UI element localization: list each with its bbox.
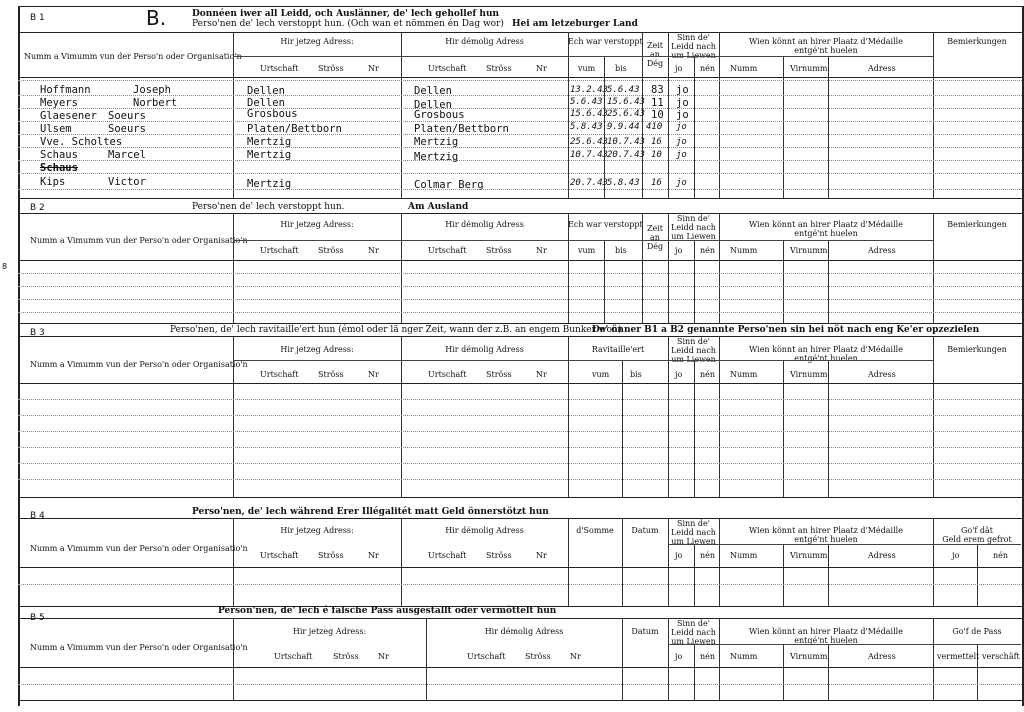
b4-old-stross: Ströss bbox=[486, 551, 512, 560]
b1-cur-urtschaft: Urtschaft bbox=[260, 64, 299, 73]
b1-row1-old: Dellen bbox=[414, 85, 452, 97]
b1-row7-last-struck: Schaus bbox=[40, 162, 78, 174]
b1-row2-answer: jo bbox=[676, 97, 689, 109]
b1-row1-answer: jo bbox=[676, 84, 689, 96]
b1-row5-days: 16 bbox=[651, 137, 662, 147]
b3-jo: jo bbox=[675, 370, 683, 379]
b5-former-address-header: Hir démolig Adress bbox=[484, 627, 564, 636]
b3-old-stross: Ströss bbox=[486, 370, 512, 379]
b4-title: Perso'nen, de' lech während Erer Illégalitét matt Geld önnerstötzt hun bbox=[192, 507, 549, 517]
b1-header-rule bbox=[18, 32, 1022, 33]
b4-datum: Datum bbox=[631, 526, 659, 535]
b1-row2-cur: Dellen bbox=[247, 97, 285, 109]
b5-sinn: Sinn de' bbox=[677, 619, 710, 628]
b2-hidden-header: Ech war verstoppt bbox=[568, 220, 643, 229]
b1-row8-last: Kips bbox=[40, 176, 66, 188]
b1-row3-last: Glaesener bbox=[40, 110, 97, 122]
b2-cur-nr: Nr bbox=[368, 246, 379, 255]
b5-verschaft: verschäft bbox=[982, 652, 1020, 661]
b1-row5-to: 10.7.43 bbox=[607, 137, 645, 147]
b1-old-urtschaft: Urtschaft bbox=[428, 64, 467, 73]
b2-bis: bis bbox=[615, 246, 627, 255]
b1-nen: nén bbox=[700, 64, 716, 73]
b1-row4-from: 5.8.43 bbox=[570, 122, 603, 132]
b3-remarks: Bemierkungen bbox=[947, 345, 1007, 354]
b2-jo: jo bbox=[675, 246, 683, 255]
b1-row8-answer: jo bbox=[676, 178, 687, 188]
b5-current-address-header: Hir jetzeg Adress: bbox=[292, 627, 367, 636]
b1-row4-to: 9.9.44 bbox=[607, 122, 640, 132]
b3-title-extra: De' önner B1 a B2 genannte Perso'nen sin hei nöt nach eng Ke'er opzezielen bbox=[592, 325, 980, 335]
b4-current-address-header: Hir jetzeg Adress: bbox=[280, 526, 354, 535]
b1-row4-cur: Platen/Bettborn bbox=[247, 123, 342, 135]
b3-title: Perso'nen, de' lech ravitaille'ert hun (émol oder lä nger Zeit, wann der z.B. an engem Bunker wor.) bbox=[170, 325, 622, 335]
b5-name-header: Numm a Vimumm vun der Perso'n oder Organisatio'n bbox=[30, 643, 248, 652]
b4-former-address-header: Hir démolig Adress bbox=[445, 526, 524, 535]
b1-current-address-header: Hir jetzeg Adress: bbox=[280, 37, 354, 46]
b1-row2-to: 15.6.43 bbox=[607, 97, 645, 107]
b2-cur-urtschaft: Urtschaft bbox=[260, 246, 299, 255]
b4-geld-gefrot: Geld erem gefrot bbox=[942, 535, 1012, 544]
b1-adress: Adress bbox=[868, 64, 896, 73]
b3-cur-nr: Nr bbox=[368, 370, 379, 379]
b1-row2-from: 5.6.43 bbox=[570, 97, 603, 107]
b1-row1-cur: Dellen bbox=[247, 85, 285, 97]
b3-label: B 3 bbox=[30, 328, 45, 338]
b2-sinn: Sinn de' bbox=[677, 214, 710, 223]
b2-old-nr: Nr bbox=[536, 246, 547, 255]
b4-gof-nen: nén bbox=[993, 551, 1009, 560]
b1-row8-first: Victor bbox=[108, 176, 146, 188]
b4-leidd: Leidd nach bbox=[671, 528, 716, 537]
b1-leidd: Leidd nach bbox=[671, 42, 716, 51]
b3-old-urtschaft: Urtschaft bbox=[428, 370, 467, 379]
b3-current-address-header: Hir jetzeg Adress: bbox=[280, 345, 354, 354]
b1-numm: Numm bbox=[730, 64, 758, 73]
b3-vum: vum bbox=[592, 370, 610, 379]
b1-row3-days: 10 bbox=[651, 109, 664, 121]
b5-label: B 5 bbox=[30, 613, 45, 623]
b3-ravitaille-header: Ravitaille'ert bbox=[591, 345, 645, 354]
b5-adress: Adress bbox=[868, 652, 896, 661]
b1-virnumm: Virnumm bbox=[790, 64, 828, 73]
b1-row4-first: Soeurs bbox=[108, 123, 146, 135]
b4-somme: d'Somme bbox=[576, 526, 614, 535]
b1-row5-old: Mertzig bbox=[414, 136, 459, 148]
b3-old-nr: Nr bbox=[536, 370, 547, 379]
b1-row5-last: Vve. Scholtes bbox=[40, 136, 123, 148]
b1-row8-days: 16 bbox=[651, 178, 662, 188]
b1-deg: Dég bbox=[646, 59, 664, 68]
b1-row2-days: 11 bbox=[651, 97, 664, 109]
b4-medal-2: entgé'nt huelen bbox=[794, 535, 858, 544]
b1-old-stross: Ströss bbox=[486, 64, 512, 73]
b3-cur-urtschaft: Urtschaft bbox=[260, 370, 299, 379]
b1-top-rule bbox=[18, 6, 1022, 7]
b2-label: B 2 bbox=[30, 203, 45, 213]
b2-current-address-header: Hir jetzeg Adress: bbox=[280, 220, 354, 229]
b2-liewen: um Liewen bbox=[671, 232, 716, 241]
b1-row4-last: Ulsem bbox=[40, 123, 72, 135]
b1-liewen: um Liewen bbox=[671, 51, 716, 60]
b2-adress: Adress bbox=[868, 246, 896, 255]
b1-row6-from: 10.7.43 bbox=[570, 150, 608, 160]
b5-cur-nr: Nr bbox=[378, 652, 389, 661]
b1-row2-last: Meyers bbox=[40, 97, 78, 109]
b1-row6-last: Schaus bbox=[40, 149, 78, 161]
b1-cur-stross: Ströss bbox=[318, 64, 344, 73]
b1-row4-answer: jo bbox=[676, 122, 687, 132]
b1-row3-answer: jo bbox=[676, 109, 689, 121]
b5-numm: Numm bbox=[730, 652, 758, 661]
b2-leidd: Leidd nach bbox=[671, 223, 716, 232]
b2-zeit: Zeit bbox=[646, 224, 664, 233]
b5-nen: nén bbox=[700, 652, 716, 661]
b5-datum: Datum bbox=[631, 627, 659, 636]
b2-an: an bbox=[650, 233, 660, 242]
b3-leidd: Leidd nach bbox=[671, 346, 716, 355]
b1-row1-from: 13.2.43 bbox=[570, 85, 608, 95]
b1-row6-cur: Mertzig bbox=[247, 149, 292, 161]
b1-name-header: Numm a Vimumm vun der Perso'n oder Organisatio'n bbox=[24, 52, 242, 61]
b1-row1-to: 5.6.43 bbox=[607, 85, 640, 95]
b5-virnumm: Virnumm bbox=[790, 652, 828, 661]
b1-row8-old: Colmar Berg bbox=[414, 179, 484, 191]
b2-remarks: Bemierkungen bbox=[947, 220, 1007, 229]
b1-row6-old: Mertzig bbox=[414, 151, 459, 163]
b1-row8-cur: Mertzig bbox=[247, 178, 292, 190]
b1-row5-from: 25.6.43 bbox=[570, 137, 608, 147]
b2-old-stross: Ströss bbox=[486, 246, 512, 255]
b1-row6-days: 10 bbox=[651, 150, 662, 160]
b1-an: an bbox=[650, 50, 660, 59]
b3-sinn: Sinn de' bbox=[677, 337, 710, 346]
b1-row5-cur: Mertzig bbox=[247, 136, 292, 148]
b1-row2-old: Dellen bbox=[414, 99, 452, 111]
b1-row8-to: 5.8.43 bbox=[607, 178, 640, 188]
b1-medal-1: Wien könnt an hirer Plaatz d'Médaille bbox=[749, 37, 903, 46]
b1-jo: jo bbox=[675, 64, 683, 73]
b1-row5-answer: jo bbox=[676, 137, 687, 147]
b3-former-address-header: Hir démolig Adress bbox=[445, 345, 524, 354]
b1-row1-last: Hoffmann bbox=[40, 84, 91, 96]
b1-title-extra: Hei am letzeburger Land bbox=[512, 19, 638, 29]
b4-old-urtschaft: Urtschaft bbox=[428, 551, 467, 560]
b3-cur-stross: Ströss bbox=[318, 370, 344, 379]
b2-medal-1: Wien könnt an hirer Plaatz d'Médaille bbox=[749, 220, 903, 229]
b1-row2-first: Norbert bbox=[133, 97, 178, 109]
side-mark: 8 bbox=[2, 262, 8, 271]
b1-row3-first: Soeurs bbox=[108, 110, 146, 122]
b3-medal-2: entgé'nt huelen bbox=[794, 354, 858, 363]
b3-numm: Numm bbox=[730, 370, 758, 379]
b2-name-header: Numm a Vimumm vun der Perso'n oder Organisatio'n bbox=[30, 236, 248, 245]
b4-gof-jo: jo bbox=[952, 551, 960, 560]
b4-cur-stross: Ströss bbox=[318, 551, 344, 560]
b3-medal-1: Wien könnt an hirer Plaatz d'Médaille bbox=[749, 345, 903, 354]
b1-former-address-header: Hir démolig Adress bbox=[445, 37, 524, 46]
b4-liewen: um Liewen bbox=[671, 537, 716, 546]
b1-zeit: Zeit bbox=[646, 41, 664, 50]
b4-numm: Numm bbox=[730, 551, 758, 560]
b1-row3-old: Grosbous bbox=[414, 109, 465, 121]
b2-former-address-header: Hir démolig Adress bbox=[445, 220, 524, 229]
b5-liewen: um Liewen bbox=[671, 637, 716, 646]
b5-medal-2: entgé'nt huelen bbox=[794, 636, 858, 645]
b1-sinn: Sinn de' bbox=[677, 33, 710, 42]
b1-label: B 1 bbox=[30, 13, 45, 23]
b2-old-urtschaft: Urtschaft bbox=[428, 246, 467, 255]
b2-cur-stross: Ströss bbox=[318, 246, 344, 255]
b4-adress: Adress bbox=[868, 551, 896, 560]
b4-nen: nén bbox=[700, 551, 716, 560]
b1-row6-first: Marcel bbox=[108, 149, 146, 161]
b2-numm: Numm bbox=[730, 246, 758, 255]
b2-title-extra: Am Ausland bbox=[408, 202, 469, 212]
b2-vum: vum bbox=[578, 246, 596, 255]
b4-virnumm: Virnumm bbox=[790, 551, 828, 560]
form-letter: B. bbox=[146, 6, 167, 30]
b1-row3-from: 15.6.43 bbox=[570, 109, 608, 119]
b1-row6-answer: jo bbox=[676, 150, 687, 160]
b4-medal-1: Wien könnt an hirer Plaatz d'Médaille bbox=[749, 526, 903, 535]
b1-remarks: Bemierkungen bbox=[947, 37, 1007, 46]
b2-nen: nén bbox=[700, 246, 716, 255]
b4-label: B 4 bbox=[30, 511, 45, 521]
b1-row6-to: 20.7.43 bbox=[607, 150, 645, 160]
b4-sinn: Sinn de' bbox=[677, 519, 710, 528]
b5-leidd: Leidd nach bbox=[671, 628, 716, 637]
b2-medal-2: entgé'nt huelen bbox=[794, 229, 858, 238]
b5-old-urtschaft: Urtschaft bbox=[467, 652, 506, 661]
b3-bis: bis bbox=[630, 370, 642, 379]
b3-liewen: um Liewen bbox=[671, 355, 716, 364]
b1-vum: vum bbox=[578, 64, 596, 73]
b1-row4-old: Platen/Bettborn bbox=[414, 123, 509, 135]
b4-name-header: Numm a Vimumm vun der Perso'n oder Organisatio'n bbox=[30, 544, 248, 553]
b1-row8-from: 20.7.43 bbox=[570, 178, 608, 188]
b5-cur-urtschaft: Urtschaft bbox=[274, 652, 313, 661]
b1-medal-2: entgé'nt huelen bbox=[794, 46, 858, 55]
b1-old-nr: Nr bbox=[536, 64, 547, 73]
b5-old-nr: Nr bbox=[570, 652, 581, 661]
b2-virnumm: Virnumm bbox=[790, 246, 828, 255]
b4-gof-dat: Go'f dât bbox=[960, 526, 993, 535]
b4-cur-nr: Nr bbox=[368, 551, 379, 560]
b1-hidden-header: Ech war verstoppt bbox=[568, 37, 643, 46]
b1-row1-first: Joseph bbox=[133, 84, 171, 96]
b1-bis: bis bbox=[615, 64, 627, 73]
b5-vermettelt: vermettelt bbox=[937, 652, 980, 661]
b4-cur-urtschaft: Urtschaft bbox=[260, 551, 299, 560]
b4-old-nr: Nr bbox=[536, 551, 547, 560]
b1-cur-nr: Nr bbox=[368, 64, 379, 73]
b3-name-header: Numm a Vimumm vun der Perso'n oder Organisatio'n bbox=[30, 360, 248, 369]
b5-cur-stross: Ströss bbox=[333, 652, 359, 661]
b2-deg: Dég bbox=[646, 242, 664, 251]
b1-title-line2: Perso'nen de' lech verstoppt hun. (Och wan et nömmen én Dag wor) bbox=[192, 19, 504, 29]
b5-medal-1: Wien könnt an hirer Plaatz d'Médaille bbox=[749, 627, 903, 636]
b1-row3-cur: Grosbous bbox=[247, 108, 298, 120]
b2-title: Perso'nen de' lech verstoppt hun. bbox=[192, 202, 345, 212]
b5-title: Person'nen, de' lech é falsche Pass ausgestallt oder vermöttelt hun bbox=[218, 606, 557, 616]
b3-adress: Adress bbox=[868, 370, 896, 379]
b5-old-stross: Ströss bbox=[525, 652, 551, 661]
b1-title-line1: Donnéen iwer all Leidd, och Auslänner, de' lech gehollef hun bbox=[192, 9, 500, 19]
b1-row4-days: 410 bbox=[646, 122, 663, 132]
b1-row1-days: 83 bbox=[651, 84, 664, 96]
b5-gof-pass: Go'f de Pass bbox=[952, 627, 1002, 636]
b1-row3-to: 25.6.43 bbox=[607, 109, 645, 119]
b3-virnumm: Virnumm bbox=[790, 370, 828, 379]
b3-nen: nén bbox=[700, 370, 716, 379]
b5-jo: jo bbox=[675, 652, 683, 661]
b4-jo: jo bbox=[675, 551, 683, 560]
